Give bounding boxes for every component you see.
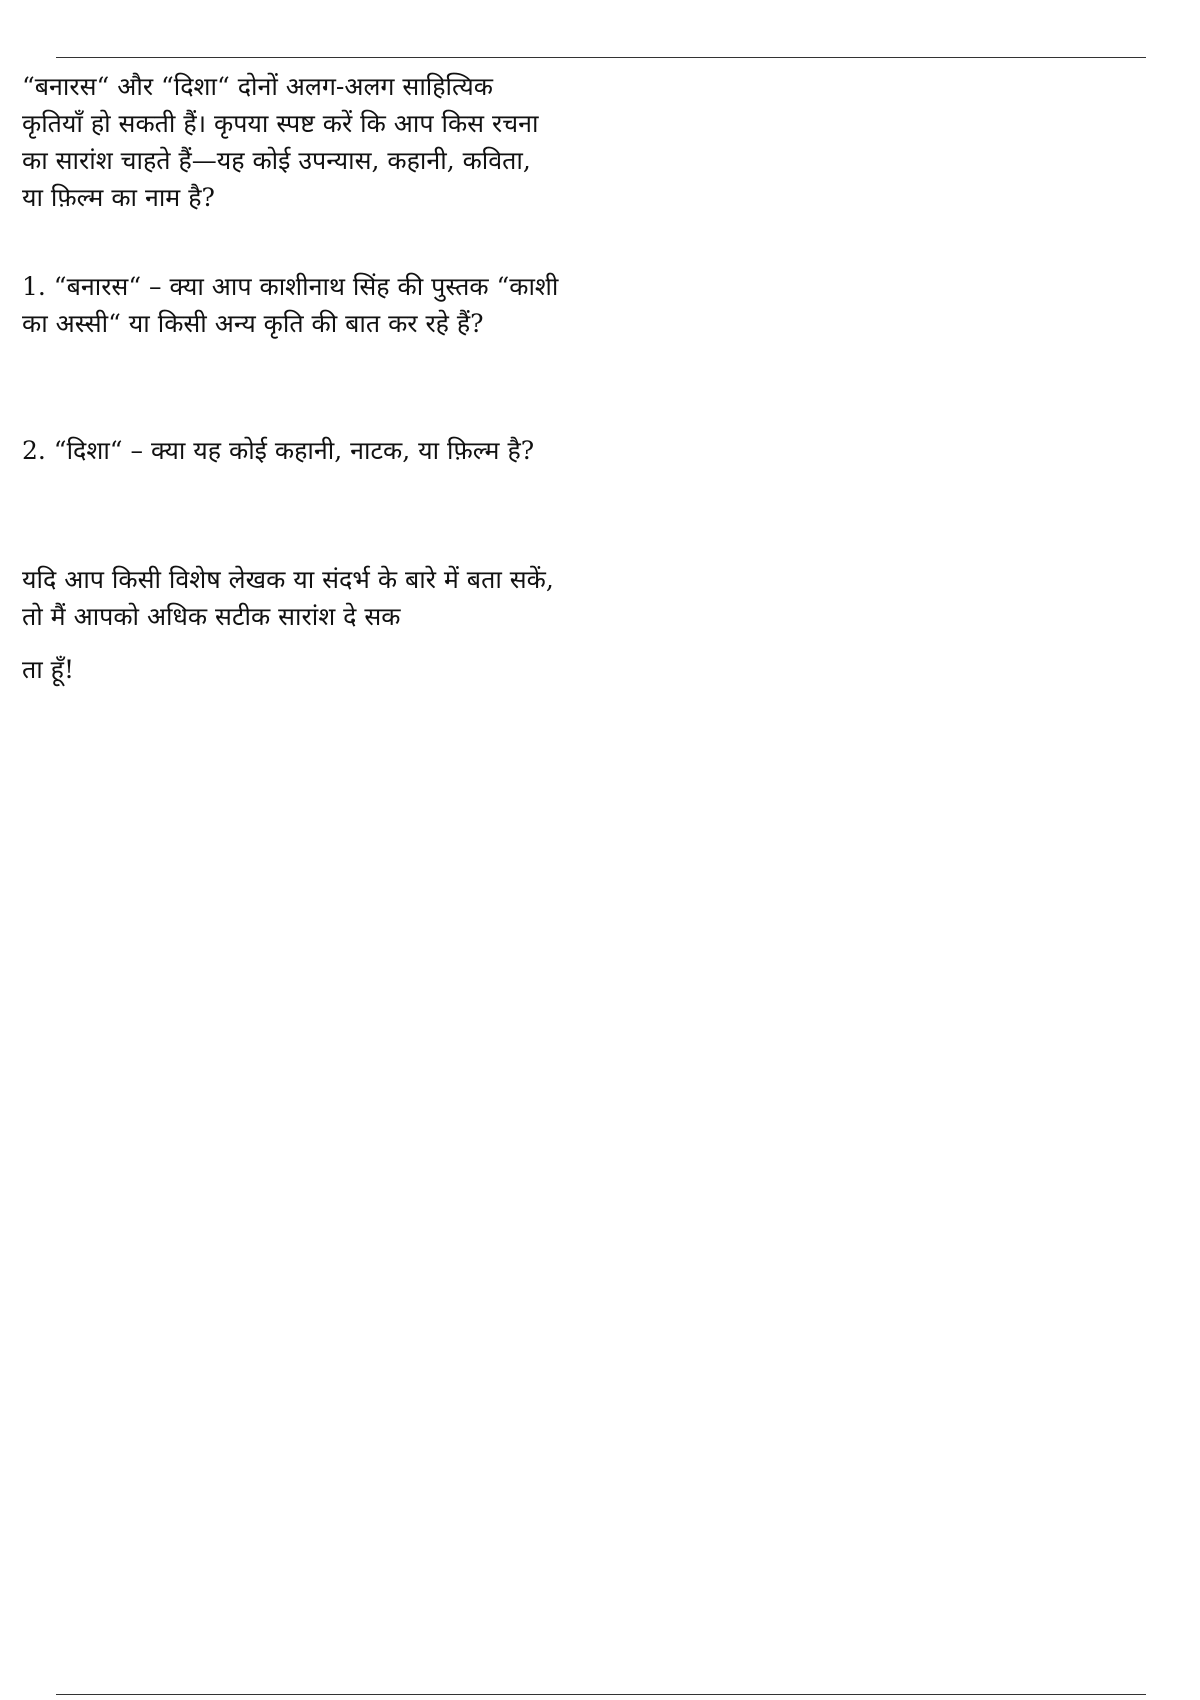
list-item-banaras [22,268,632,342]
text-line: 1. “बनारस“ – क्या आप काशीनाथ सिंह की पुस्तक “काशी [22,272,559,301]
text-line: या फ़िल्म का नाम है? [22,183,215,212]
text-line: ता हूँ! [22,655,74,684]
closing-paragraph [22,561,632,688]
text-line: तो मैं आपको अधिक सटीक सारांश दे सक [22,602,401,631]
text-line: यदि आप किसी विशेष लेखक या संदर्भ के बारे में बता सकें, [22,565,554,594]
text-line: “बनारस“ और “दिशा“ दोनों अलग-अलग साहित्यिक [22,72,493,101]
document-body [22,68,632,688]
top-divider [56,57,1146,58]
intro-paragraph [22,68,632,216]
text-line: कृतियाँ हो सकती हैं। कृपया स्पष्ट करें कि आप किस रचना [22,109,539,138]
text-line: का सारांश चाहते हैं—यह कोई उपन्यास, कहानी, कविता, [22,146,531,175]
text-line: का अस्सी“ या किसी अन्य कृति की बात कर रहे हैं? [22,309,484,338]
text-line: 2. “दिशा“ – क्या यह कोई कहानी, नाटक, या फ़िल्म है? [22,436,535,465]
list-item-disha [22,432,632,469]
bottom-divider [56,1694,1146,1695]
